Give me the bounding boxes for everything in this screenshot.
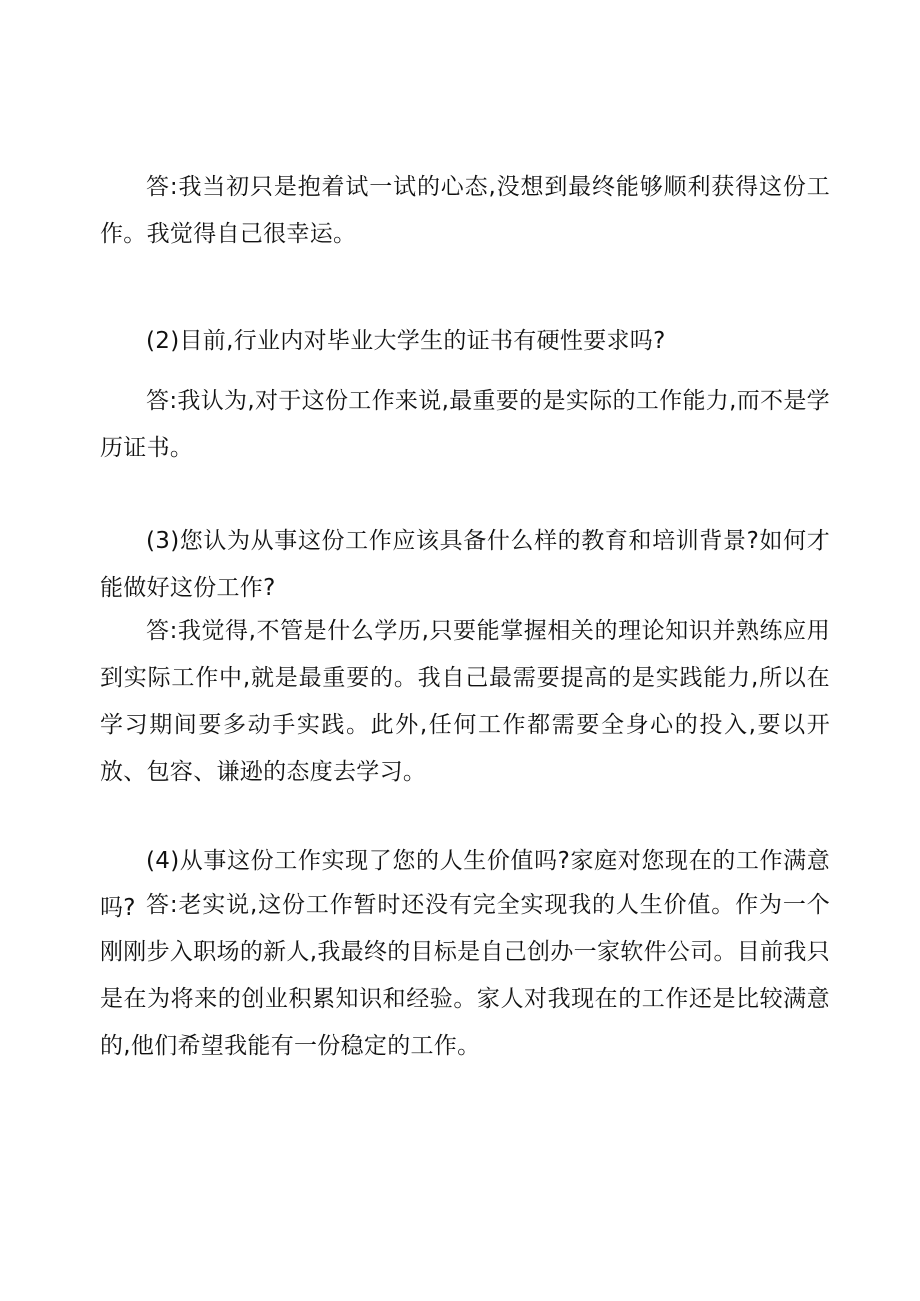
answer-1-paragraph: 答:我当初只是抱着试一试的心态,没想到最终能够顺利获得这份工作。我觉得自己很幸运。 [100,174,830,247]
question-3-paragraph: (3)您认为从事这份工作应该具备什么样的教育和培训背景?如何才能做好这份工作? [100,528,830,601]
answer-4-paragraph: 答:老实说,这份工作暂时还没有完全实现我的人生价值。作为一个刚刚步入职场的新人,我最终的目标是自己创办一家软件公司。目前我只是在为将来的创业积累知识和经验。家人对我现在的工作还是比较满意的,他们希望我能有一份稳定的工作。 [100,892,830,1059]
answer-2-paragraph: 答:我认为,对于这份工作来说,最重要的是实际的工作能力,而不是学历证书。 [100,388,830,461]
answer-3-paragraph: 答:我觉得,不管是什么学历,只要能掌握相关的理论知识并熟练应用到实际工作中,就是最重要的。我自己最需要提高的是实践能力,所以在学习期间要多动手实践。此外,任何工作都需要全身心的投入,要以开放、包容、谦逊的态度去学习。 [100,618,830,785]
question-4-paragraph: (4)从事这份工作实现了您的人生价值吗?家庭对您现在的工作满意吗? [100,848,830,921]
question-2-paragraph: (2)目前,行业内对毕业大学生的证书有硬性要求吗? [146,328,666,354]
